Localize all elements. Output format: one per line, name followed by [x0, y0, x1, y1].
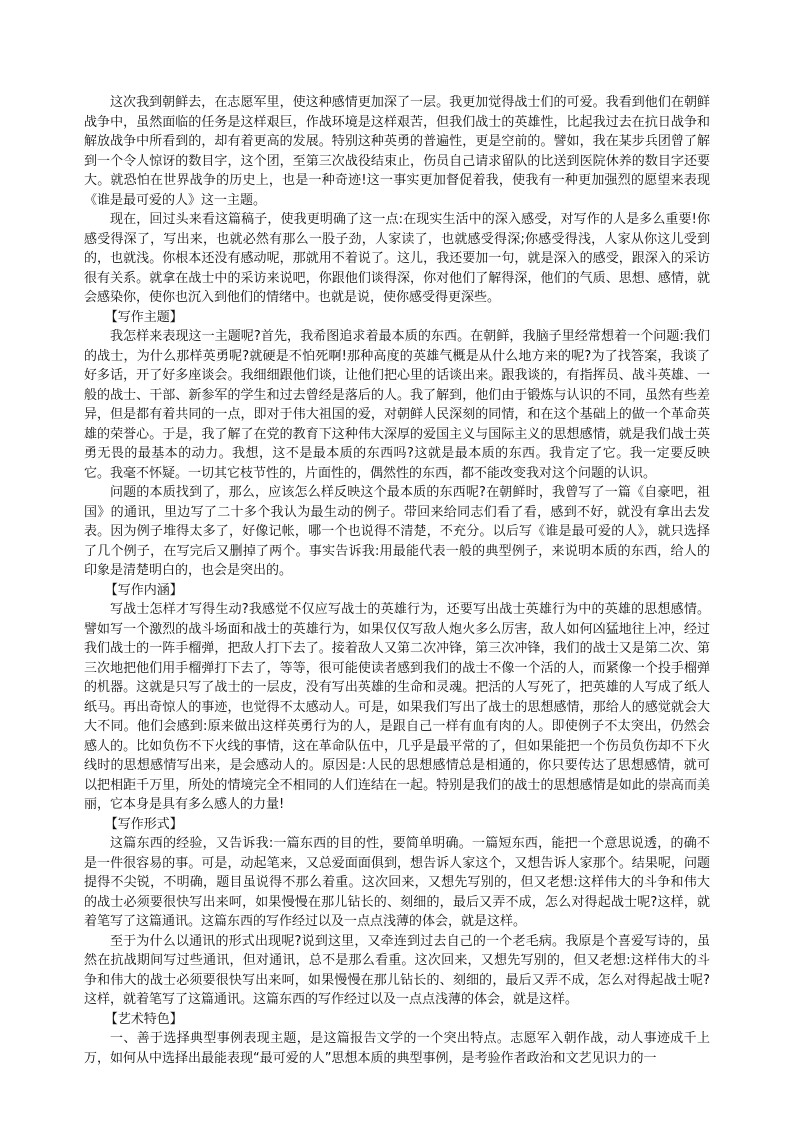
paragraph: 至于为什么以通讯的形式出现呢?说到这里，又牵连到过去自己的一个老毛病。我原是个喜爱写诗的，虽然在抗战期间写过些通讯，但对通讯，总不是那么看重。这次回来，又想先写别的，但又老想:这样伟大的斗争和伟大的战士必须要很快写出来呵，如果慢慢在那儿钻长的、刻细的，最后又弄不成，怎么对得起战士呢?这样，就着笔写了这篇通讯。这篇东西的写作经过以及一点点浅薄的体会，就是这样。 [84, 933, 710, 1007]
section-heading-form: 【写作形式】 [104, 816, 183, 832]
section-heading-content: 【写作内涵】 [104, 582, 183, 598]
paragraph: 这次我到朝鲜去，在志愿军里，使这种感情更加深了一层。我更加觉得战士们的可爱。我看到他们在朝鲜战争中，虽然面临的任务是这样艰巨，作战环境是这样艰苦，但我们战士的英雄性，比起我过去在抗日战争和解放战争中所看到的，却有着更高的发展。特别这种英勇的普遍性，更是空前的。譬如，我在某步兵团曾了解到一个令人惊讶的数目字，这个团，至第三次战役结束止，伤员自己请求留队的比送到医院休养的数目字还要大。就恐怕在世界战争的历史上，也是一种奇迹!这一事实更加督促着我，使我有一种更加强烈的愿望来表现《谁是最可爱的人》这一主题。 [84, 95, 710, 208]
paragraph: 这篇东西的经验，又告诉我:一篇东西的目的性，要简单明确。一篇短东西，能把一个意思说透，的确不是一件很容易的事。可是，动起笔来，又总爱面面俱到，想告诉人家这个，又想告诉人家那个。结果呢，问题提得不尖锐，不明确，题目虽说得不那么着重。这次回来，又想先写别的，但又老想:这样伟大的斗争和伟大的战士必须要很快写出来呵，如果慢慢在那儿钻长的、刻细的，最后又弄不成，怎么对得起战士呢?这样，就着笔写了这篇通讯。这篇东西的写作经过以及一点点浅薄的体会，就是这样。 [84, 836, 710, 929]
section-heading-theme: 【写作主题】 [104, 309, 183, 325]
paragraph: 我怎样来表现这一主题呢?首先，我希图追求着最本质的东西。在朝鲜，我脑子里经常想着一个问题:我们的战士，为什么那样英勇呢?就硬是不怕死啊!那种高度的英雄气概是从什么地方来的呢?为了找答案，我谈了好多话，开了好多座谈会。我细细跟他们谈，让他们把心里的话谈出来。跟我谈的，有指挥员、战斗英雄、一般的战士、干部、新参军的学生和过去曾经是落后的人。我了解到，他们由于锻炼与认识的不同，虽然有些差异，但是都有着共同的一点，即对于伟大祖国的爱，对朝鲜人民深刻的同情，和在这个基础上的做一个革命英雄的荣誉心。于是，我了解了在党的教育下这种伟大深厚的爱国主义与国际主义的思想感情，就是我们战士英勇无畏的最基本的动力。我想，这不是最本质的东西吗?这就是最本质的东西。我肯定了它。我一定要反映它。我毫不怀疑。一切其它枝节性的，片面性的，偶然性的东西，都不能改变我对这个问题的认识。 [84, 329, 710, 481]
paragraph: 现在，回过头来看这篇稿子，使我更明确了这一点:在现实生活中的深入感受，对写作的人是多么重要!你感受得深了，写出来，也就必然有那么一股子劲，人家读了，也就感受得深;你感受得浅，人家从你这儿受到的，也就浅。你根本还没有感动呢，那就用不着说了。这儿，我还要加一句，就是深入的感受，跟深入的采访很有关系。就拿在战士中的采访来说吧，你跟他们谈得深，你对他们了解得深，他们的气质、思想、感情，就会感染你，使你也沉入到他们的情绪中。也就是说，使你感受得更深些。 [84, 212, 710, 305]
section-heading-art: 【艺术特色】 [104, 1011, 183, 1027]
paragraph: 一、善于选择典型事例表现主题，是这篇报告文学的一个突出特点。志愿军入朝作战，动人事迹成千上万，如何从中选择出最能表现“最可爱的人”思想本质的典型事例，是考验作者政治和文艺见识力的一 [84, 1031, 710, 1066]
paragraph: 写战士怎样才写得生动?我感觉不仅应写战士的英雄行为，还要写出战士英雄行为中的英雄的思想感情。譬如写一个激烈的战斗场面和战士的英雄行为，如果仅仅写敌人炮火多么厉害，敌人如何凶猛地往上冲，经过我们战士的一阵手榴弹，把敌人打下去了。接着敌人又第二次冲锋，第三次冲锋，我们的战士又是第二次、第三次地把他们用手榴弹打下去了，等等，很可能使读者感到我们的战士不像一个活的人，而紧像一个投手榴弹的机器。这就是只写了战士的一层皮，没有写出英雄的生命和灵魂。把活的人写死了，把英雄的人写成了纸人纸马。再出奇惊人的事迹，也觉得不太感动人。可是，如果我们写出了战士的思想感情，那给人的感觉就会大大不同。他们会感到:原来做出这样英勇行为的人，是跟自己一样有血有肉的人。即使例子不太突出，仍然会感人的。比如负伤不下火线的事情，这在革命队伍中，几乎是最平常的了，但如果能把一个伤员负伤却不下火线时的思想感情写出来，是会感动人的。原因是:人民的思想感情总是相通的，你只要传达了思想感情，就可以把相距千万里，所处的情境完全不相同的人们连结在一起。特别是我们的战士的思想感情是如此的崇高而美丽，它本身是具有多么感人的力量! [84, 602, 710, 812]
paragraph: 问题的本质找到了，那么，应该怎么样反映这个最本质的东西呢?在朝鲜时，我曾写了一篇《自豪吧，祖国》的通讯，里边写了二十多个我认为最生动的例子。带回来给同志们看了看，感到不好，就没有拿出去发表。因为例子堆得太多了，好像记帐，哪一个也说得不清楚，不充分。以后写《谁是最可爱的人》，就只选择了几个例子，在写完后又删掉了两个。事实告诉我:用最能代表一般的典型例子，来说明本质的东西，给人的印象是清楚明白的，也会是突出的。 [84, 485, 710, 578]
document-page [84, 93, 710, 1068]
